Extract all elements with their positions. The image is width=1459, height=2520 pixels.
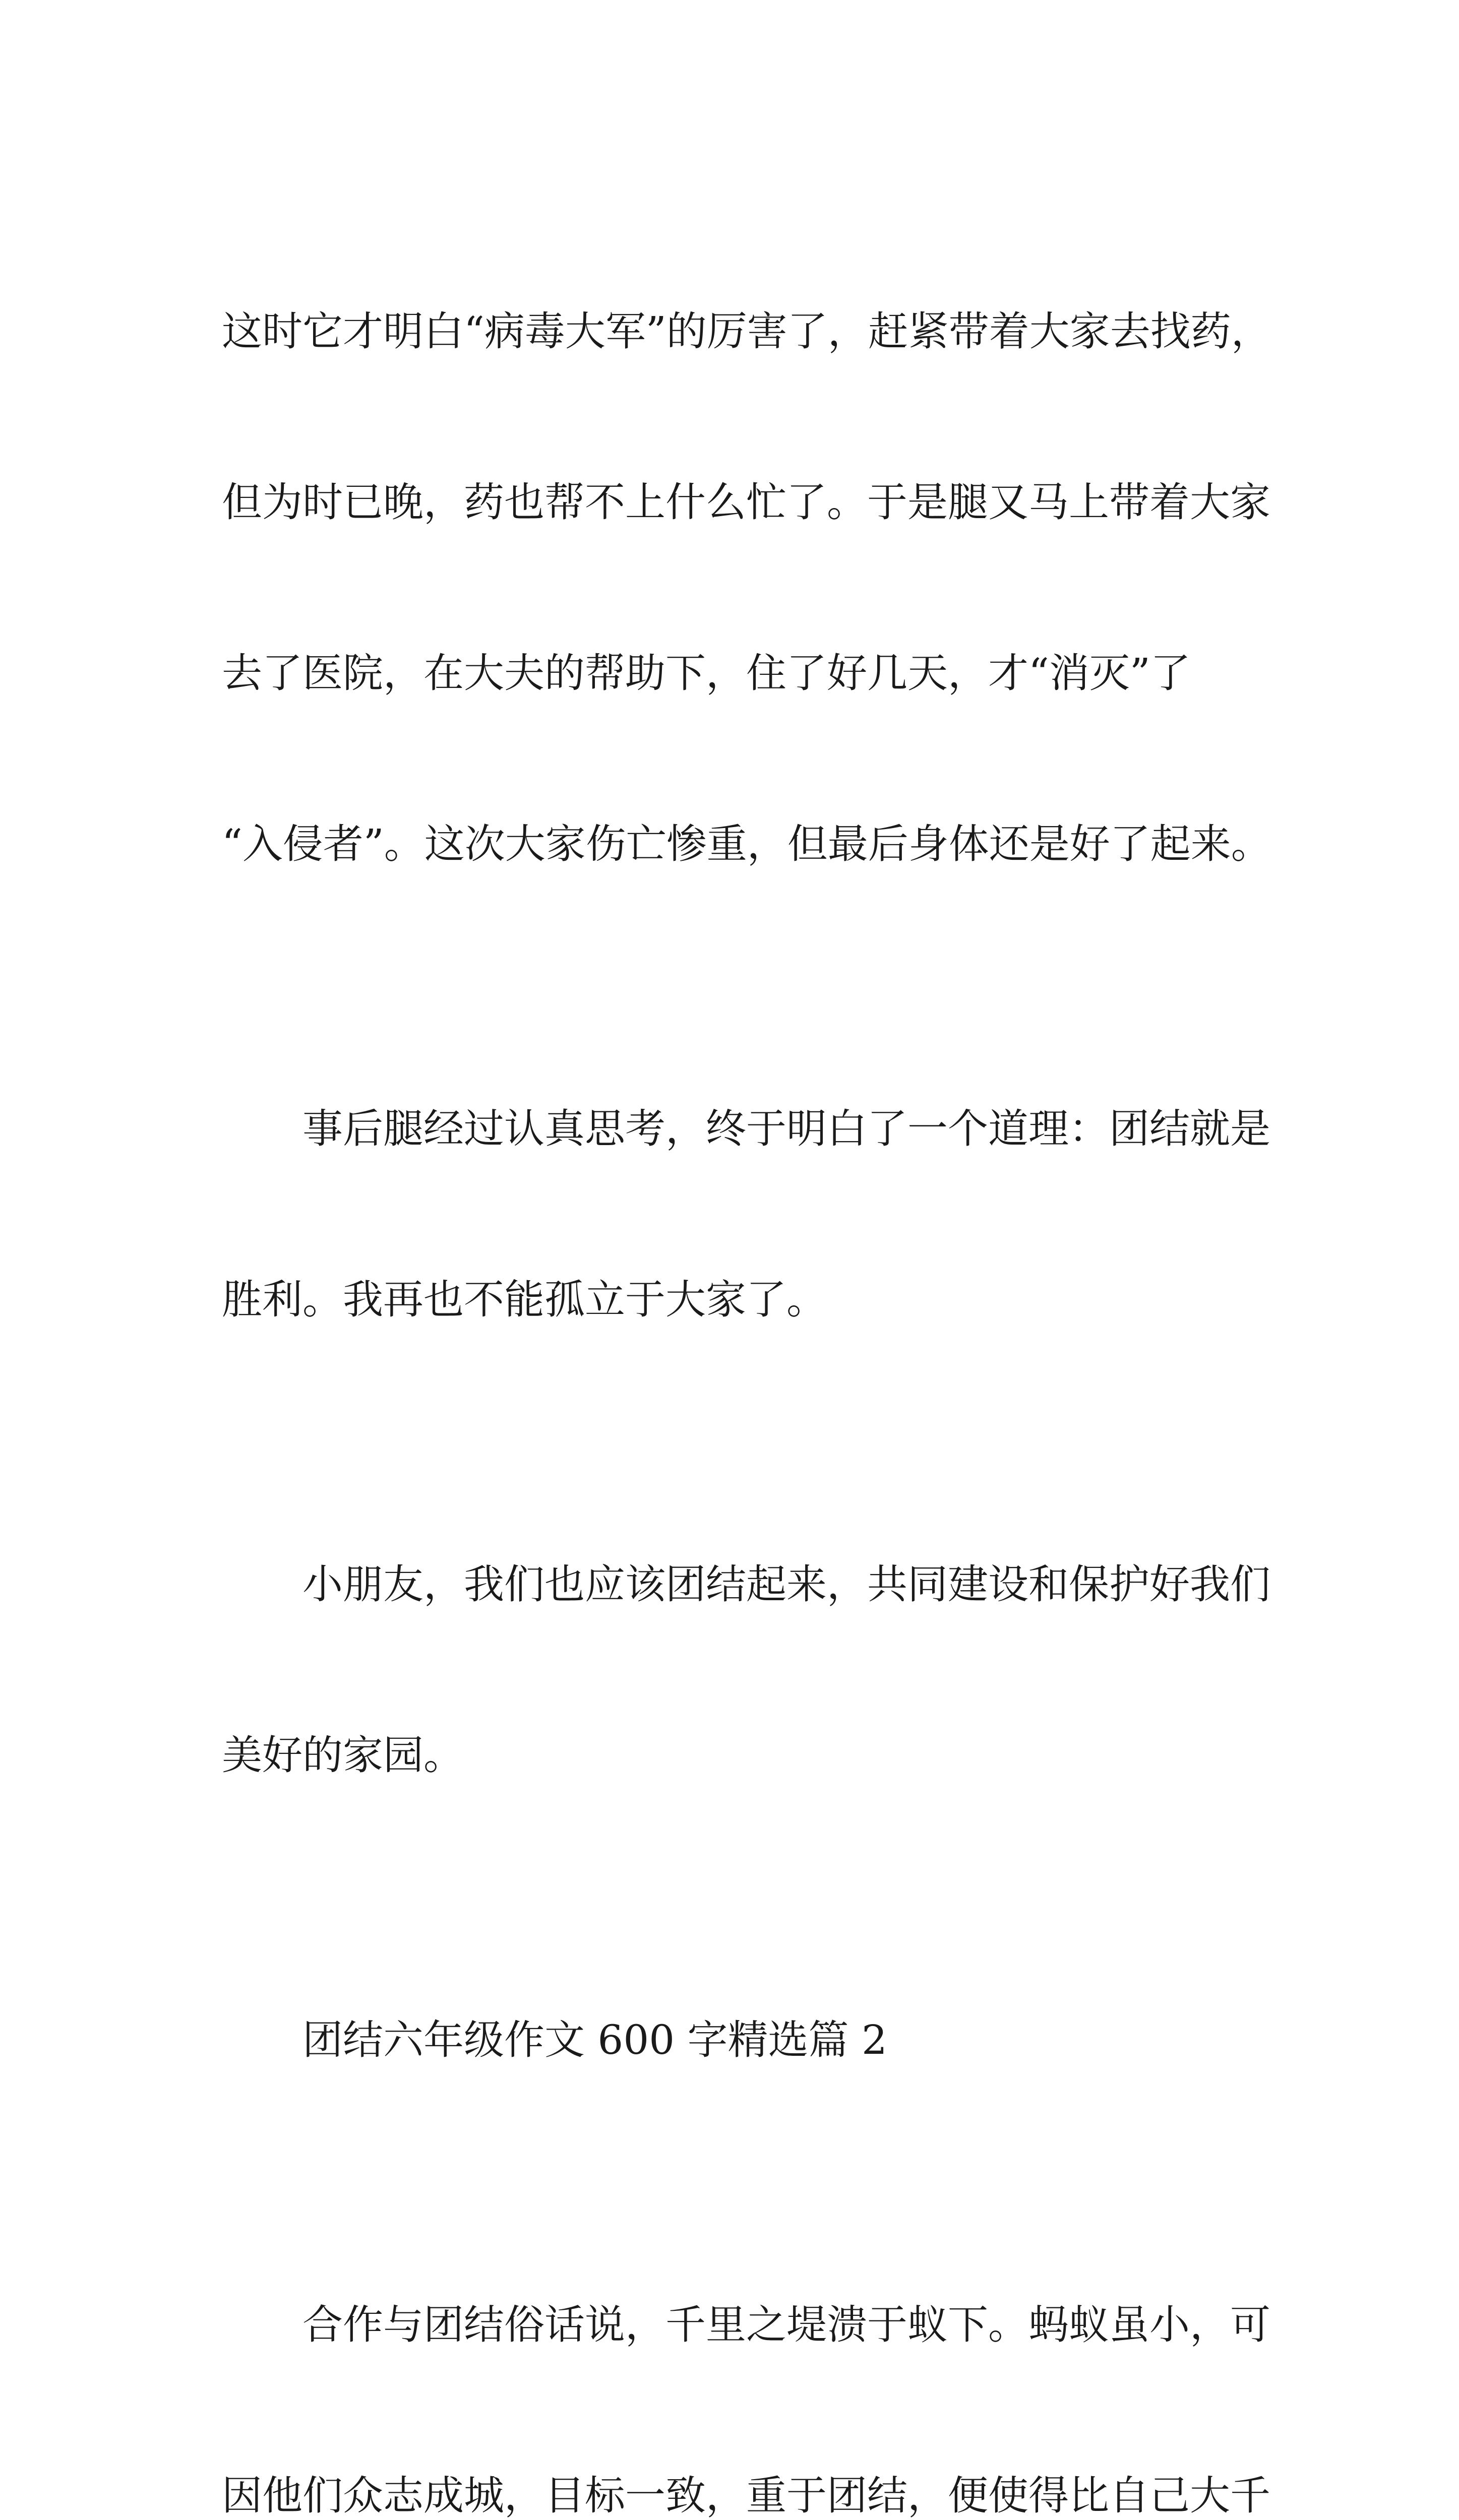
text-line: 美好的家园。: [222, 1732, 464, 1779]
paragraph: [222, 986, 1270, 1442]
paragraph: [222, 189, 1271, 986]
section-heading: [222, 1898, 1260, 2182]
text-line: 小朋友，我们也应该团结起来，共同建设和保护好我们: [222, 1561, 1270, 1608]
text-line: 这时它才明白“病毒大军”的厉害了，赶紧带着大家去找药，: [222, 308, 1271, 355]
text-line: 事后腿经过认真思考，终于明白了一个道理：团结就是: [222, 1105, 1270, 1152]
document-body: [222, 189, 1271, 2520]
paragraph: [222, 1442, 1270, 1898]
text-line: “入侵者”。这次大家伤亡惨重，但最后身体还是好了起来。: [222, 821, 1271, 867]
text-line: 因他们众志成城，目标一致，重于团结，便使得比自己大千: [222, 2472, 1270, 2519]
section-title: 团结六年级作文 600 字精选篇 2: [222, 2017, 887, 2063]
text-line: 胜利。我再也不能孤立于大家了。: [222, 1276, 827, 1323]
text-line: 合作与团结俗话说，千里之堤溃于蚁下。蚂蚁虽小，可: [222, 2301, 1270, 2348]
text-line: 去了医院，在大夫的帮助下，住了好几天，才“消灭”了: [222, 650, 1191, 697]
paragraph: [222, 2182, 1270, 2520]
text-line: 但为时已晚，药也帮不上什么忙了。于是腿又马上带着大家: [222, 479, 1270, 526]
